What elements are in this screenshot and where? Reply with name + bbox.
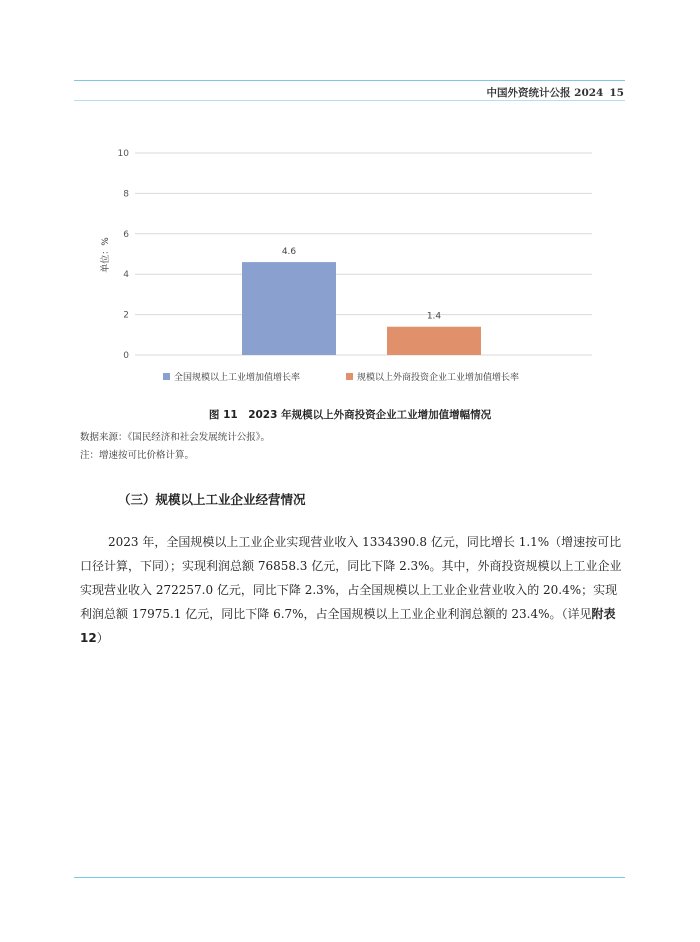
y-tick-label: 4 [123,270,129,281]
data-source-note: 数据来源：《国民经济和社会发展统计公报》。 [80,432,271,443]
y-axis-label: 单位：% [101,237,111,273]
legend-swatch [346,373,353,380]
y-tick-label: 0 [123,351,129,361]
section-heading: （三）规模以上工业企业经营情况 [118,492,306,507]
legend-label: 全国规模以上工业增加值增长率 [174,373,301,383]
bar [387,327,481,355]
header-rule [74,80,625,81]
footer-rule [74,877,625,878]
bar [242,262,336,355]
bars [242,247,481,355]
appendix-link[interactable]: 附表 12 [80,607,616,645]
legend [163,371,519,383]
y-tick-label: 8 [123,189,129,200]
paragraph-text: 2023 年，全国规模以上工业企业实现营业收入 1334390.8 亿元，同比增长 1.1%（增速按可比口径计算，下同）；实现利润总额 76858.3 亿元，同比下降 2.3%。其中，外商投资规模以上工业企业实现营业收入 272257.0 亿元，同比下降 2.3%，占全国规模以上工业企业营业收入的 20.4%；实现利润总额 17975.1 亿元，同比下降 6.7%，占全国规模以上工业企业利润总额的 23.4%。（详见 [80,535,622,621]
running-header [480,85,624,100]
y-tick-label: 10 [117,149,129,159]
y-tick-label: 2 [123,310,129,321]
remark-note: 注：增速按可比价格计算。 [80,450,195,461]
bar-data-label: 1.4 [426,311,442,322]
y-tick-label: 6 [123,229,129,240]
page-number: 15 [609,87,624,99]
bar-chart [80,140,620,395]
gridlines [135,153,592,355]
header-underline [74,100,625,101]
legend-label: 规模以上外商投资企业工业增加值增长率 [357,373,520,383]
legend-swatch [163,373,170,380]
figure-caption: 图 11 2023 年规模以上外商投资企业工业增加值增幅情况 [208,409,492,421]
body-paragraph [80,530,626,650]
bar-data-label: 4.6 [281,247,297,258]
paragraph-end: ） [96,631,109,645]
header-title: 中国外资统计公报 2024 [486,87,604,99]
y-tick-labels [118,149,130,361]
